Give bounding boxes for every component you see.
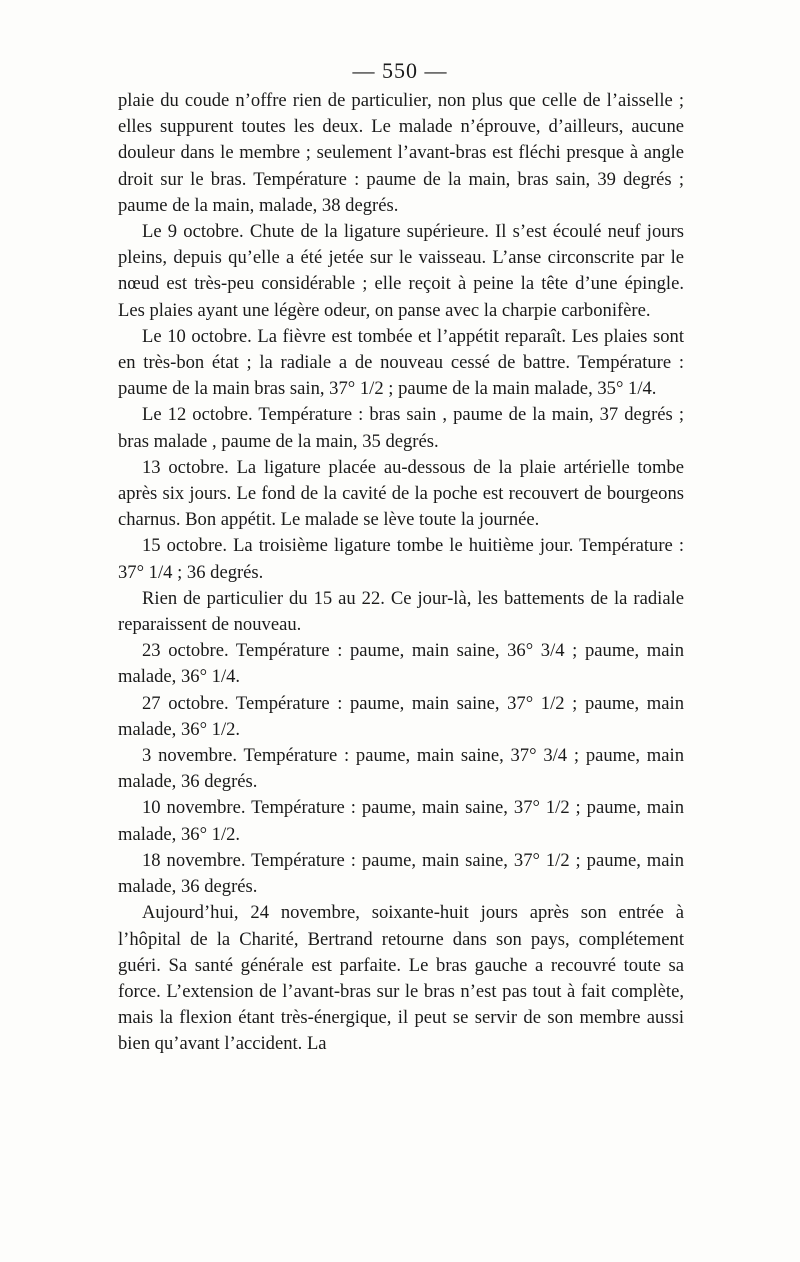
paragraph: Le 12 octobre. Température : bras sain , paume de la main, 37 degrés ; bras malade , paume de la main, 35 degrés. xyxy=(118,404,684,452)
paragraph: 3 novembre. Température : paume, main saine, 37° 3/4 ; paume, main malade, 36 degrés. xyxy=(118,745,684,793)
paragraph: 10 novembre. Température : paume, main saine, 37° 1/2 ; paume, main malade, 36° 1/2. xyxy=(118,797,684,845)
paragraph: Le 10 octobre. La fièvre est tombée et l’appétit reparaît. Les plaies sont en très-bon état ; la radiale a de nouveau cessé de battre. Température : paume de la main bras sain, 37° 1/2 ; paume de la main malade, 35° 1/4. xyxy=(118,325,684,400)
paragraph: 18 novembre. Température : paume, main saine, 37° 1/2 ; paume, main malade, 36 degrés. xyxy=(118,849,684,898)
paragraph: 27 octobre. Température : paume, main saine, 37° 1/2 ; paume, main malade, 36° 1/2. xyxy=(118,692,684,740)
body-text xyxy=(118,88,684,1058)
paragraph: Rien de particulier du 15 au 22. Ce jour-là, les battements de la radiale reparaissent de nouveau. xyxy=(118,587,684,636)
paragraph: 15 octobre. La troisième ligature tombe le huitième jour. Température : 37° 1/4 ; 36 degrés. xyxy=(118,535,684,583)
paragraph: 13 octobre. La ligature placée au-dessous de la plaie artérielle tombe après six jours. Le fond de la cavité de la poche est recouvert de bourgeons charnus. Bon appétit. Le malade se lève toute la journée. xyxy=(118,456,684,531)
paragraph: 23 octobre. Température : paume, main saine, 36° 3/4 ; paume, main malade, 36° 1/4. xyxy=(118,640,684,688)
paragraph: Le 9 octobre. Chute de la ligature supérieure. Il s’est écoulé neuf jours pleins, depuis qu’elle a été jetée sur le vaisseau. L’anse circonscrite par le nœud est très-peu considérable ; elle reçoit à peine la tête d’une épingle. Les plaies ayant une légère odeur, on panse avec la charpie carbonifère. xyxy=(118,221,684,321)
page-number: — 550 — xyxy=(352,58,448,83)
paragraph: Aujourd’hui, 24 novembre, soixante-huit jours après son entrée à l’hôpital de la Charité, Bertrand retourne dans son pays, complétement guéri. Sa santé générale est parfaite. Le bras gauche a recouvré toute sa force. L’extension de l’avant-bras sur le bras n’est pas tout à fait complète, mais la flexion étant très-énergique, il peut se servir de son membre aussi bien qu’avant l’accident. La xyxy=(118,902,684,1055)
paragraph: plaie du coude n’offre rien de particulier, non plus que celle de l’aisselle ; elles suppurent toutes les deux. Le malade n’éprouve, d’ailleurs, aucune douleur dans le membre ; seulement l’avant-bras est fléchi presque à angle droit sur le bras. Température : paume de la main, bras sain, 39 degrés ; paume de la main, malade, 38 degrés. xyxy=(118,90,684,216)
